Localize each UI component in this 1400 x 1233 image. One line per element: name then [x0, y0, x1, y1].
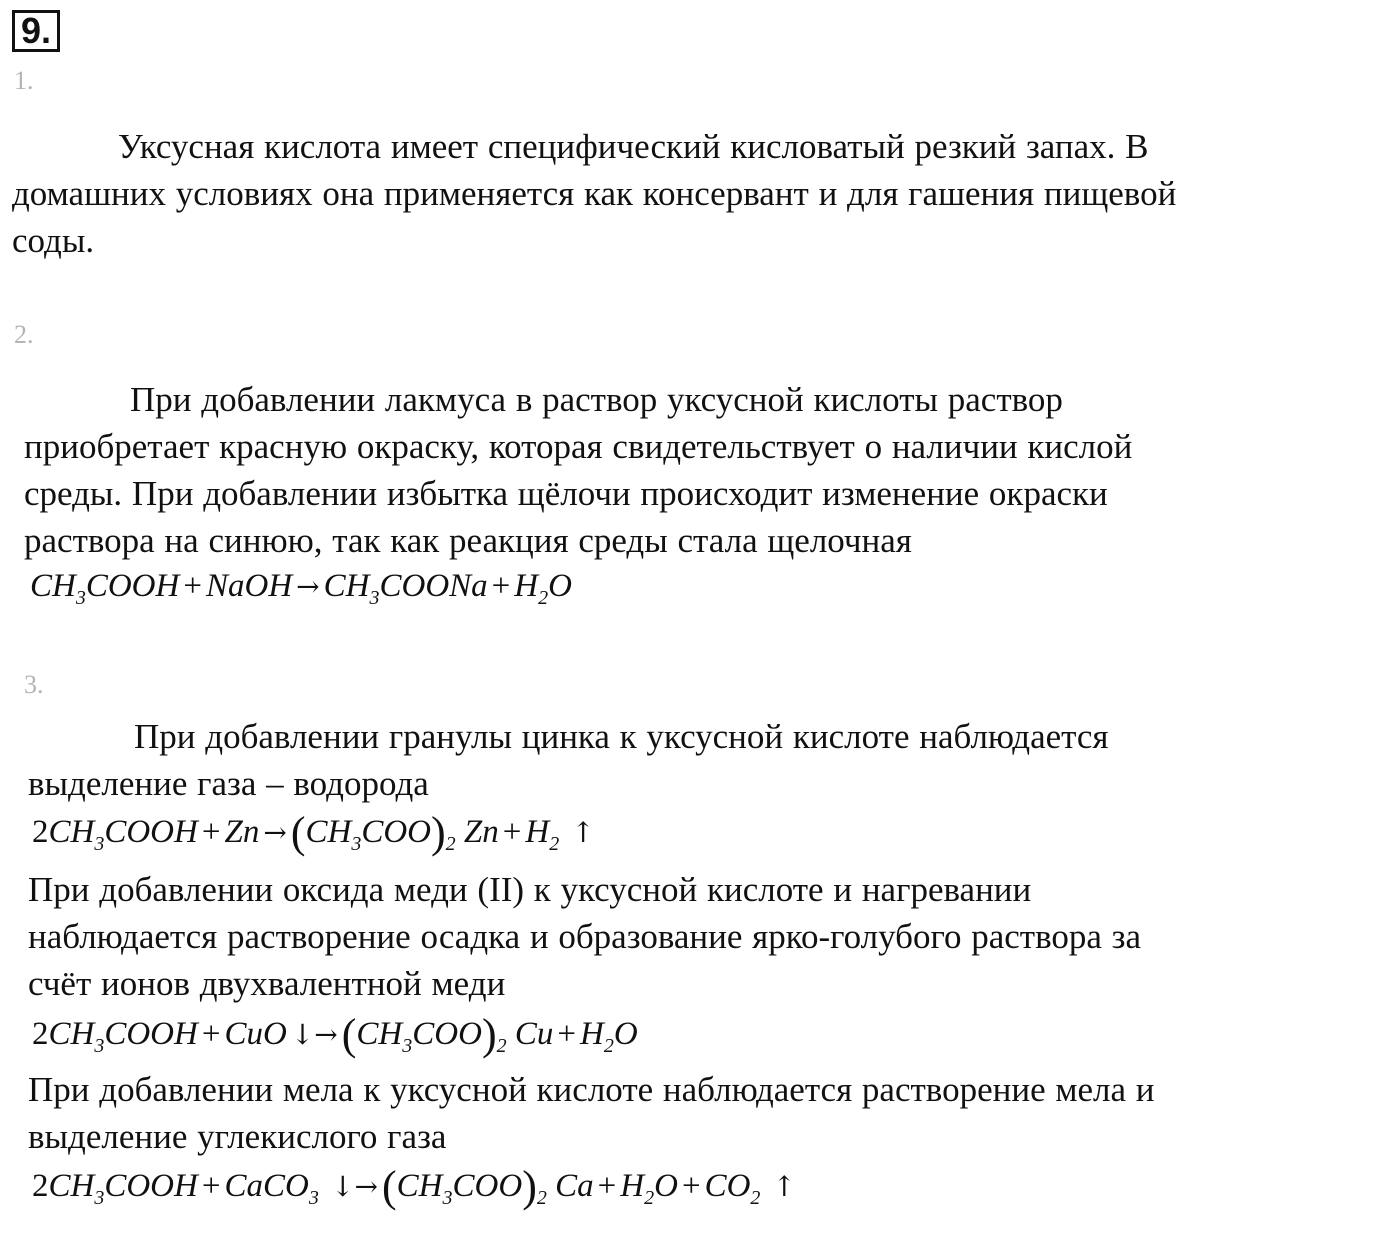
equation-zinc: $2CH_3COOH + Zn \to(CH_3COO)_2$ $Zn + H_2$ ↑ — [32, 808, 595, 857]
paragraph-line: соды. — [12, 221, 95, 260]
paragraph-line: При добавлении гранулы цинка к уксусной кислоте наблюдается — [134, 717, 1109, 756]
section-3-chalk-paragraph — [28, 1066, 1155, 1160]
paragraph-line: При добавлении оксида меди (II) к уксусной кислоте и нагревании — [28, 870, 1032, 909]
section-number-3: 3. — [24, 670, 44, 699]
equation-naoh: $CH_3COOH$ + NaOH → $CH_3COONa + H_2O$ — [30, 568, 572, 609]
paragraph-line: При добавлении мела к уксусной кислоте наблюдается растворение мела и — [28, 1070, 1155, 1109]
section-number-1: 1. — [14, 66, 34, 95]
equation-chalk: $2CH_3COOH$ + CaCO$_3$ $↓\to(CH_3COO)_2$ $Ca + H_2O + CO_2$ ↑ — [32, 1162, 797, 1211]
paragraph-line: приобретает красную окраску, которая свидетельствует о наличии кислой — [24, 427, 1133, 466]
paragraph-line: наблюдается растворение осадка и образование ярко-голубого раствора за — [28, 917, 1142, 956]
task-number: 9. — [12, 10, 60, 52]
equation-copper-oxide: $2CH_3COOH$ + CuO $↓\to(CH_3COO)_2$ $Cu + H_2O$ — [32, 1010, 638, 1059]
paragraph-line: выделение углекислого газа — [28, 1117, 447, 1156]
section-1-paragraph — [12, 123, 1176, 264]
paragraph-line: домашних условиях она применяется как консервант и для гашения пищевой — [12, 174, 1177, 213]
paragraph-line: среды. При добавлении избытка щёлочи происходит изменение окраски — [24, 474, 1108, 513]
section-number-2: 2. — [14, 320, 34, 349]
paragraph-line: Уксусная кислота имеет специфический кисловатый резкий запах. В — [118, 127, 1149, 166]
paragraph-line: При добавлении лакмуса в раствор уксусной кислоты раствор — [130, 380, 1063, 419]
section-3-copper-paragraph — [28, 866, 1141, 1007]
paragraph-line: выделение газа – водорода — [28, 764, 429, 803]
paragraph-line: раствора на синюю, так как реакция среды стала щелочная — [24, 521, 912, 560]
section-3-zinc-paragraph — [28, 713, 1109, 807]
section-2-paragraph — [24, 376, 1132, 564]
paragraph-line: счёт ионов двухвалентной меди — [28, 964, 506, 1003]
